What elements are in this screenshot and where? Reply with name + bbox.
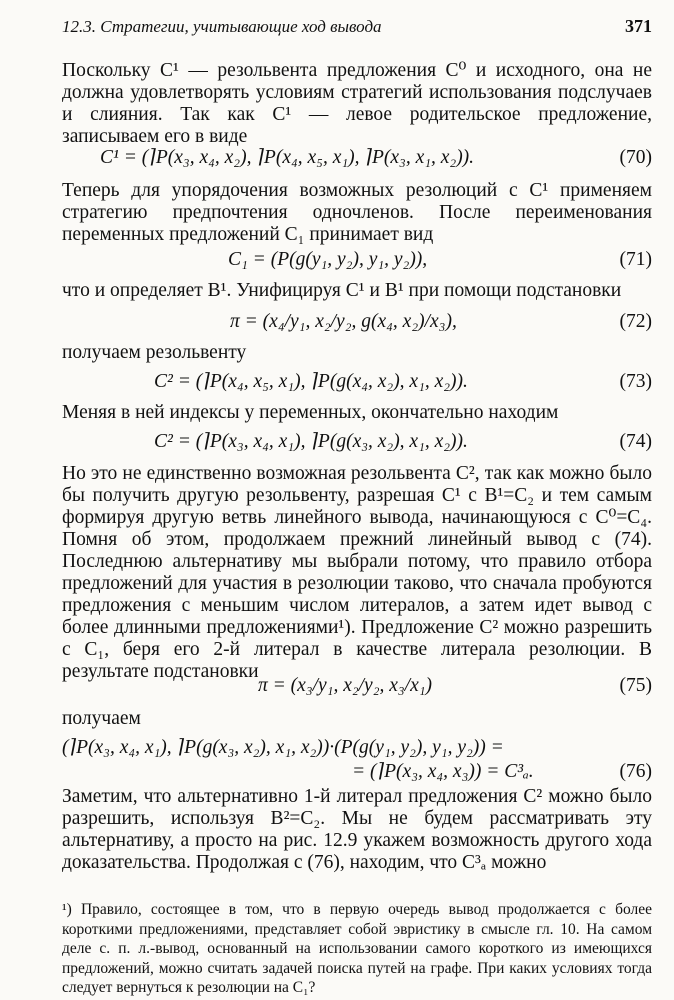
paragraph-3: что и определяет B¹. Унифицируя C¹ и B¹ при помощи подстановки bbox=[62, 280, 622, 301]
equation-73 bbox=[62, 370, 652, 394]
equation-74-number: (74) bbox=[619, 431, 652, 452]
equation-75-number: (75) bbox=[619, 675, 652, 696]
equation-76-formula-line-1: (⌉P(x₃, x₄, x₁), ⌉P(g(x₃, x₂), x₁, x₂))·(P(g(y₁, y₂), y₁, y₂)) = bbox=[62, 737, 504, 758]
paragraph-1: Поскольку C¹ — резольвента предложения C⁰ и исходного, она не должна удовлетворять условиям стратегий использования подслучаев и слияния. Так как C¹ — левое родительское предложение, записываем его в виде bbox=[62, 60, 652, 147]
equation-76-number: (76) bbox=[619, 761, 652, 782]
equation-70-number: (70) bbox=[619, 147, 652, 168]
section-title: 12.3. Стратегии, учитывающие ход вывода bbox=[62, 17, 382, 36]
footnote: ¹) Правило, состоящее в том, что в первую очередь вывод продолжается с более короткими предложениями, представляет собой эвристику в смысле гл. 10. На самом деле с. п. л.-вывод, основанный на использовании самого короткого из имеющихся предложений, можно считать задачей поиска путей на графе. При каких условиях тогда следует вернуться к резолюции на C₁? bbox=[62, 901, 652, 996]
equation-75 bbox=[62, 674, 652, 698]
equation-73-formula: C² = (⌉P(x₄, x₅, x₁), ⌉P(g(x₄, x₂), x₁, x₂)). bbox=[154, 371, 468, 392]
running-header bbox=[62, 16, 652, 37]
equation-74-formula: C² = (⌉P(x₃, x₄, x₁), ⌉P(g(x₃, x₂), x₁, x₂)). bbox=[154, 431, 468, 452]
equation-75-formula: π = (x₃/y₁, x₂/y₂, x₃/x₁) bbox=[258, 675, 433, 696]
equation-72-formula: π = (x₄/y₁, x₂/y₂, g(x₄, x₂)/x₃), bbox=[230, 311, 457, 332]
equation-73-number: (73) bbox=[619, 371, 652, 392]
equation-72-number: (72) bbox=[619, 311, 652, 332]
equation-72 bbox=[62, 310, 652, 334]
equation-74 bbox=[62, 430, 652, 454]
paragraph-6: Но это не единственно возможная резольвента C², так как можно было бы получить другую резольвенту, разрешая C¹ с B¹=C₂ и тем самым формируя другую ветвь линейного вывода, начинающуюся с C⁰=C₄. Помня об этом, продолжаем прежний линейный вывод с (74). Последнюю альтернативу мы выбрали потому, что правило отбора предложений для участия в резолюции таково, что сначала пробуются предложения с меньшим числом литералов, а затем идет вывод с более длинными предложениями¹). Предложение C² можно разрешить с C₁, беря его 2-й литерал в качестве литерала резолюции. В результате подстановки bbox=[62, 463, 652, 682]
paragraph-8: Заметим, что альтернативно 1-й литерал предложения C² можно было разрешить, используя B²=C₂. Мы не будем рассматривать эту альтернативу, а просто на рис. 12.9 укажем возможность другого хода доказательства. Продолжая с (76), находим, что C³ₐ можно bbox=[62, 786, 652, 873]
paragraph-5: Меняя в ней индексы у переменных, окончательно находим bbox=[62, 402, 559, 423]
equation-71 bbox=[62, 248, 652, 272]
equation-71-number: (71) bbox=[619, 249, 652, 270]
equation-71-formula: C₁ = (P(g(y₁, y₂), y₁, y₂)), bbox=[228, 249, 428, 270]
equation-76-line-1 bbox=[62, 736, 652, 760]
equation-76-formula-line-2: = (⌉P(x₃, x₄, x₃)) = C³ₐ. bbox=[352, 761, 534, 782]
equation-70 bbox=[62, 146, 652, 170]
paragraph-7: получаем bbox=[62, 708, 141, 729]
equation-70-formula: C¹ = (⌉P(x₃, x₄, x₂), ⌉P(x₄, x₅, x₁), ⌉P(x₃, x₁, x₂)). bbox=[100, 147, 475, 168]
equation-76-line-2 bbox=[62, 760, 652, 784]
paragraph-4: получаем резольвенту bbox=[62, 342, 247, 363]
paragraph-2: Теперь для упорядочения возможных резолюций с C¹ применяем стратегию предпочтения одночленов. После переименования переменных предложений C₁ принимает вид bbox=[62, 180, 652, 245]
page-number: 371 bbox=[625, 16, 652, 36]
